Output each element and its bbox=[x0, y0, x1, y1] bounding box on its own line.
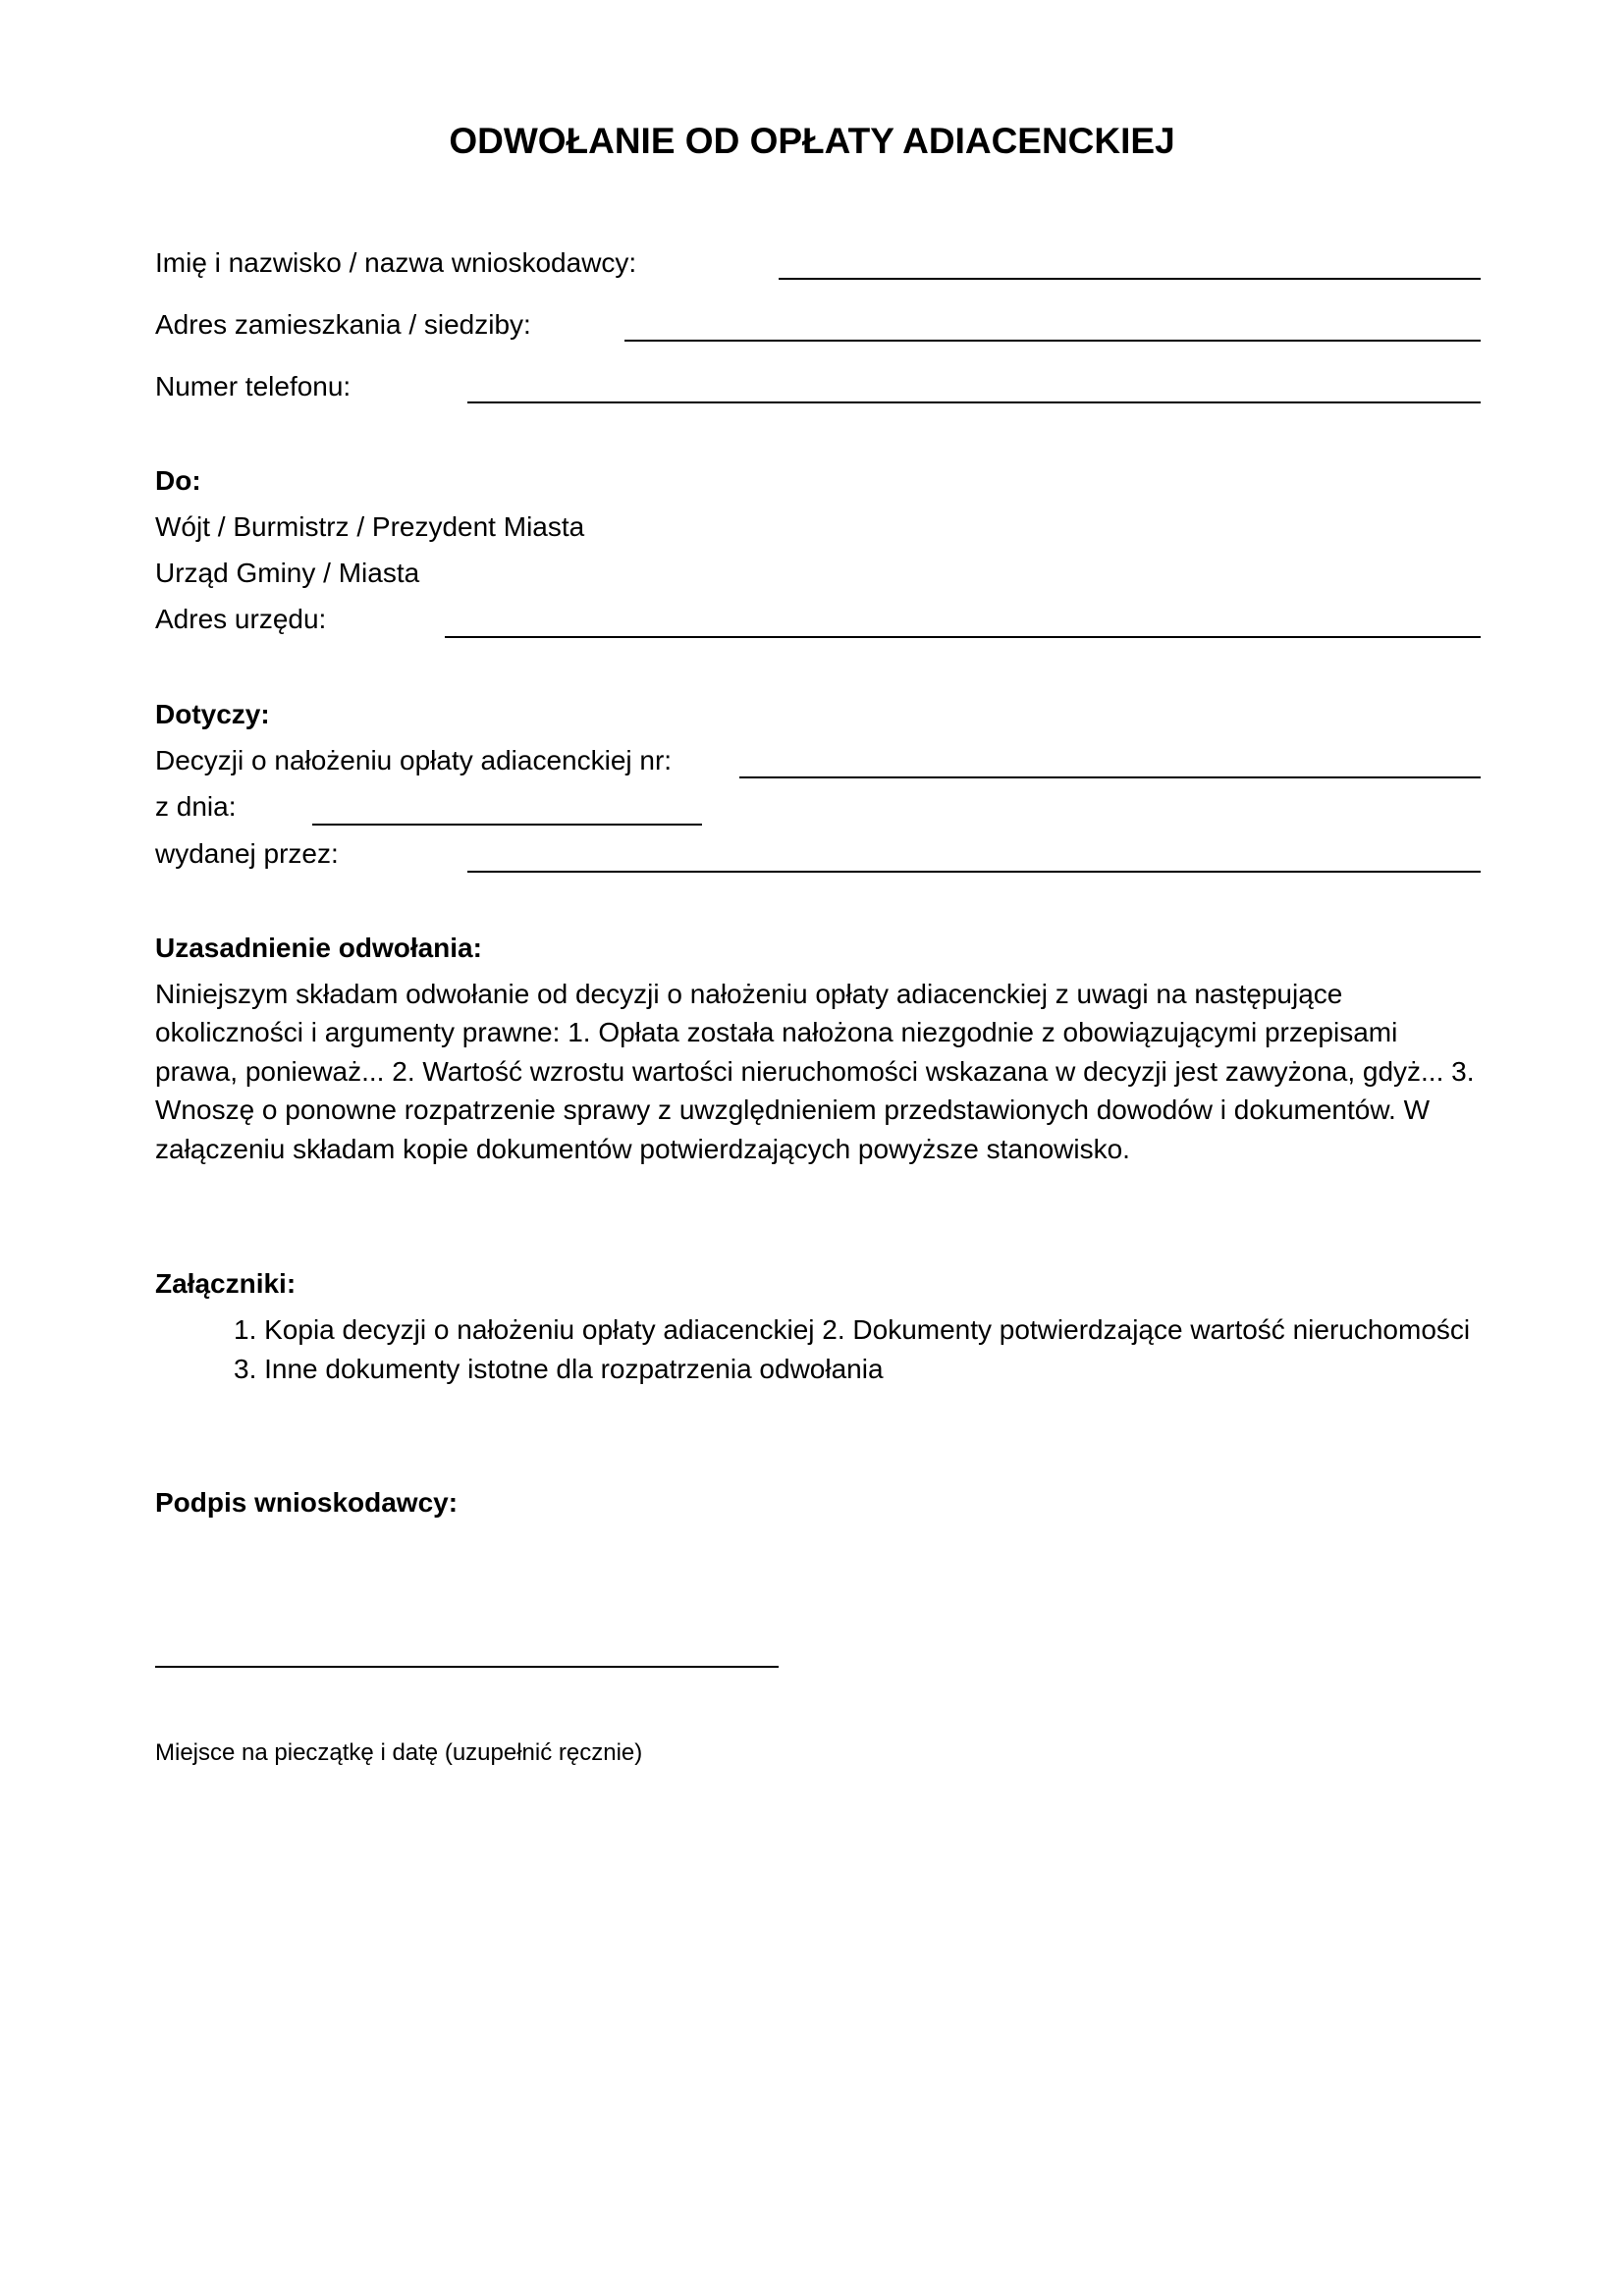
office-address-field[interactable] bbox=[445, 636, 1481, 638]
applicant-address-field[interactable] bbox=[624, 340, 1481, 342]
office-address-label: Adres urzędu: bbox=[155, 604, 327, 634]
issued-by-label: wydanej przez: bbox=[155, 838, 339, 869]
attachments-line-2: 3. Inne dokumenty istotne dla rozpatrzenia odwołania bbox=[234, 1354, 884, 1384]
applicant-name-field[interactable] bbox=[779, 278, 1481, 280]
attachments-heading: Załączniki: bbox=[155, 1268, 297, 1299]
decision-number-label: Decyzji o nałożeniu opłaty adiacenckiej nr: bbox=[155, 745, 673, 775]
issued-by-field[interactable] bbox=[467, 871, 1481, 873]
phone-label: Numer telefonu: bbox=[155, 371, 352, 401]
applicant-address-label: Adres zamieszkania / siedziby: bbox=[155, 309, 531, 340]
subject-heading: Dotyczy: bbox=[155, 699, 270, 729]
decision-date-label: z dnia: bbox=[155, 791, 237, 822]
decision-date-field[interactable] bbox=[312, 824, 702, 826]
attachments-line-1: 1. Kopia decyzji o nałożeniu opłaty adiacenckiej 2. Dokumenty potwierdzające wartość nieruchomości bbox=[234, 1314, 1471, 1345]
justification-line: prawa, ponieważ... 2. Wartość wzrostu wartości nieruchomości wskazana w decyzji jest zawyżona, gdyż... 3. bbox=[155, 1056, 1475, 1087]
justification-line: załączeniu składam kopie dokumentów potwierdzających powyższe stanowisko. bbox=[155, 1134, 1130, 1164]
signature-heading: Podpis wnioskodawcy: bbox=[155, 1487, 459, 1518]
decision-number-field[interactable] bbox=[739, 776, 1481, 778]
justification-line: okoliczności i argumenty prawne: 1. Opłata została nałożona niezgodnie z obowiązującymi przepisami bbox=[155, 1017, 1398, 1047]
recipient-heading: Do: bbox=[155, 465, 201, 496]
document-title: ODWOŁANIE OD OPŁATY ADIACENCKIEJ bbox=[449, 121, 1175, 161]
phone-field[interactable] bbox=[467, 401, 1481, 403]
recipient-line-2: Urząd Gminy / Miasta bbox=[155, 558, 420, 588]
justification-line: Wnoszę o ponowne rozpatrzenie sprawy z uwzględnieniem przedstawionych dowodów i dokumentów. W bbox=[155, 1095, 1430, 1125]
justification-line: Niniejszym składam odwołanie od decyzji o nałożeniu opłaty adiacenckiej z uwagi na następujące bbox=[155, 979, 1343, 1009]
applicant-name-label: Imię i nazwisko / nazwa wnioskodawcy: bbox=[155, 247, 637, 278]
recipient-line-1: Wójt / Burmistrz / Prezydent Miasta bbox=[155, 511, 585, 542]
signature-field[interactable] bbox=[155, 1666, 779, 1668]
justification-heading: Uzasadnienie odwołania: bbox=[155, 933, 482, 963]
stamp-date-note: Miejsce na pieczątkę i datę (uzupełnić ręcznie) bbox=[155, 1739, 643, 1766]
